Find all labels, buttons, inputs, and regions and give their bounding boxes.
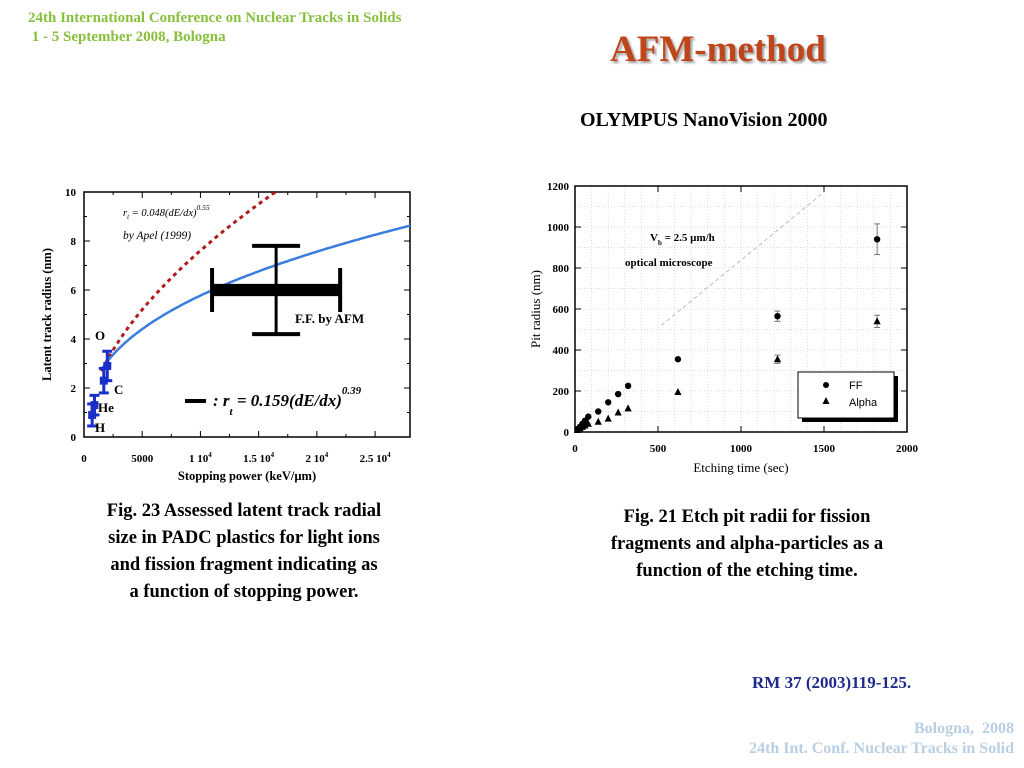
fig21-caption-line: fragments and alpha-particles as a bbox=[610, 534, 884, 554]
y-tick-label: 400 bbox=[552, 345, 569, 357]
conference-dates: 1 - 5 September 2008, Bologna bbox=[28, 29, 226, 45]
fig23-caption-line: a function of stopping power. bbox=[129, 582, 359, 602]
apel-source: by Apel (1999) bbox=[123, 230, 192, 242]
latent-track-chart bbox=[0, 170, 440, 500]
y-tick-label: 1200 bbox=[547, 181, 569, 193]
y-tick-label: 600 bbox=[552, 304, 569, 316]
legend bbox=[798, 372, 898, 422]
footer bbox=[749, 719, 1014, 759]
x-tick-label: 1500 bbox=[813, 443, 835, 455]
pit-radius-chart bbox=[515, 170, 935, 490]
legend-alpha-label: Alpha bbox=[849, 397, 878, 409]
conference-name: 24th International Conference on Nuclear Tracks in Solids bbox=[28, 10, 402, 26]
fig23-caption-line: and fission fragment indicating as bbox=[110, 555, 378, 575]
y-tick-label: 2 bbox=[70, 383, 76, 395]
y-tick-label: 0 bbox=[563, 427, 569, 439]
fig21-caption-line: Fig. 21 Etch pit radii for fission bbox=[623, 507, 871, 527]
x-tick-label: 0 bbox=[572, 443, 578, 455]
y-tick-label: 200 bbox=[552, 386, 569, 398]
y-tick-label: 6 bbox=[70, 285, 76, 297]
alpha-data-point bbox=[874, 317, 881, 324]
ff-data-point bbox=[625, 383, 631, 389]
ff-data-point bbox=[585, 413, 591, 419]
x-tick-label: 5000 bbox=[131, 453, 154, 465]
etch-rate-source: optical microscope bbox=[625, 257, 713, 269]
ion-label-c: C bbox=[114, 382, 124, 397]
x-tick-label: 500 bbox=[649, 443, 667, 455]
x-axis-label: Etching time (sec) bbox=[693, 460, 789, 475]
ion-label-h: H bbox=[95, 420, 106, 435]
y-tick-label: 4 bbox=[70, 334, 76, 346]
fig21-caption bbox=[563, 504, 931, 585]
y-tick-label: 0 bbox=[70, 432, 76, 444]
alpha-data-point bbox=[774, 355, 781, 362]
ion-point bbox=[103, 362, 111, 370]
legend-ff-marker bbox=[823, 382, 829, 388]
x-tick-label: 2.5 $10^4$ bbox=[359, 451, 391, 465]
alpha-data-point bbox=[595, 418, 602, 425]
ff-data-point bbox=[605, 399, 611, 405]
x-tick-label: 2 $10^4$ bbox=[305, 451, 329, 465]
reference-citation: RM 37 (2003)119-125. bbox=[752, 673, 912, 692]
legend-ff-label: FF bbox=[849, 380, 863, 392]
ff-data-point bbox=[774, 313, 780, 319]
page-title: AFM-method bbox=[610, 29, 826, 70]
x-tick-label: 0 bbox=[81, 453, 87, 465]
ion-label-o: O bbox=[95, 328, 106, 343]
ff-data-point bbox=[595, 408, 601, 414]
ff-label: F.F. by AFM bbox=[295, 311, 365, 326]
x-axis-label: Stopping power (keV/µm) bbox=[177, 469, 317, 483]
legend-box bbox=[798, 372, 894, 418]
footer-conference: 24th Int. Conf. Nuclear Tracks in Solid bbox=[749, 740, 1014, 757]
fig21-caption-line: function of the etching time. bbox=[636, 561, 858, 581]
y-axis-label: Latent track radius (nm) bbox=[40, 248, 54, 381]
y-tick-label: 10 bbox=[65, 187, 76, 199]
fig23-caption-line: size in PADC plastics for light ions bbox=[108, 528, 380, 548]
x-tick-label: 1000 bbox=[730, 443, 752, 455]
ff-data-point bbox=[874, 236, 880, 242]
ion-label-he: He bbox=[98, 400, 114, 415]
apel-fit-curve bbox=[102, 170, 317, 371]
y-tick-label: 1000 bbox=[547, 222, 569, 234]
alpha-data-point bbox=[605, 415, 612, 422]
footer-location: Bologna, 2008 bbox=[913, 720, 1014, 737]
fig23-caption-line: Fig. 23 Assessed latent track radial bbox=[106, 501, 382, 521]
ff-data-point bbox=[675, 356, 681, 362]
etch-rate-label: $V_b = 2.5$ µm/h bbox=[650, 232, 715, 247]
power-fit-formula: : $r_t = 0.159(dE/dx)^{0.39}$ bbox=[213, 385, 362, 418]
ff-data-point bbox=[615, 391, 621, 397]
page-subtitle: OLYMPUS NanoVision 2000 bbox=[580, 109, 828, 131]
alpha-data-point bbox=[674, 388, 681, 395]
alpha-data-point bbox=[615, 409, 622, 416]
apel-formula: $r_t = 0.048(dE/dx)^{0.55}$ bbox=[123, 203, 210, 221]
conference-header bbox=[28, 9, 402, 47]
x-tick-label: 1 $10^4$ bbox=[189, 451, 212, 465]
x-tick-label: 2000 bbox=[896, 443, 918, 455]
y-tick-label: 8 bbox=[70, 236, 76, 248]
y-axis-label: Pit radius (nm) bbox=[528, 270, 543, 348]
fig23-caption bbox=[60, 498, 428, 606]
y-tick-label: 800 bbox=[552, 263, 569, 275]
x-tick-label: 1.5 $10^4$ bbox=[243, 451, 275, 465]
alpha-data-point bbox=[625, 404, 632, 411]
